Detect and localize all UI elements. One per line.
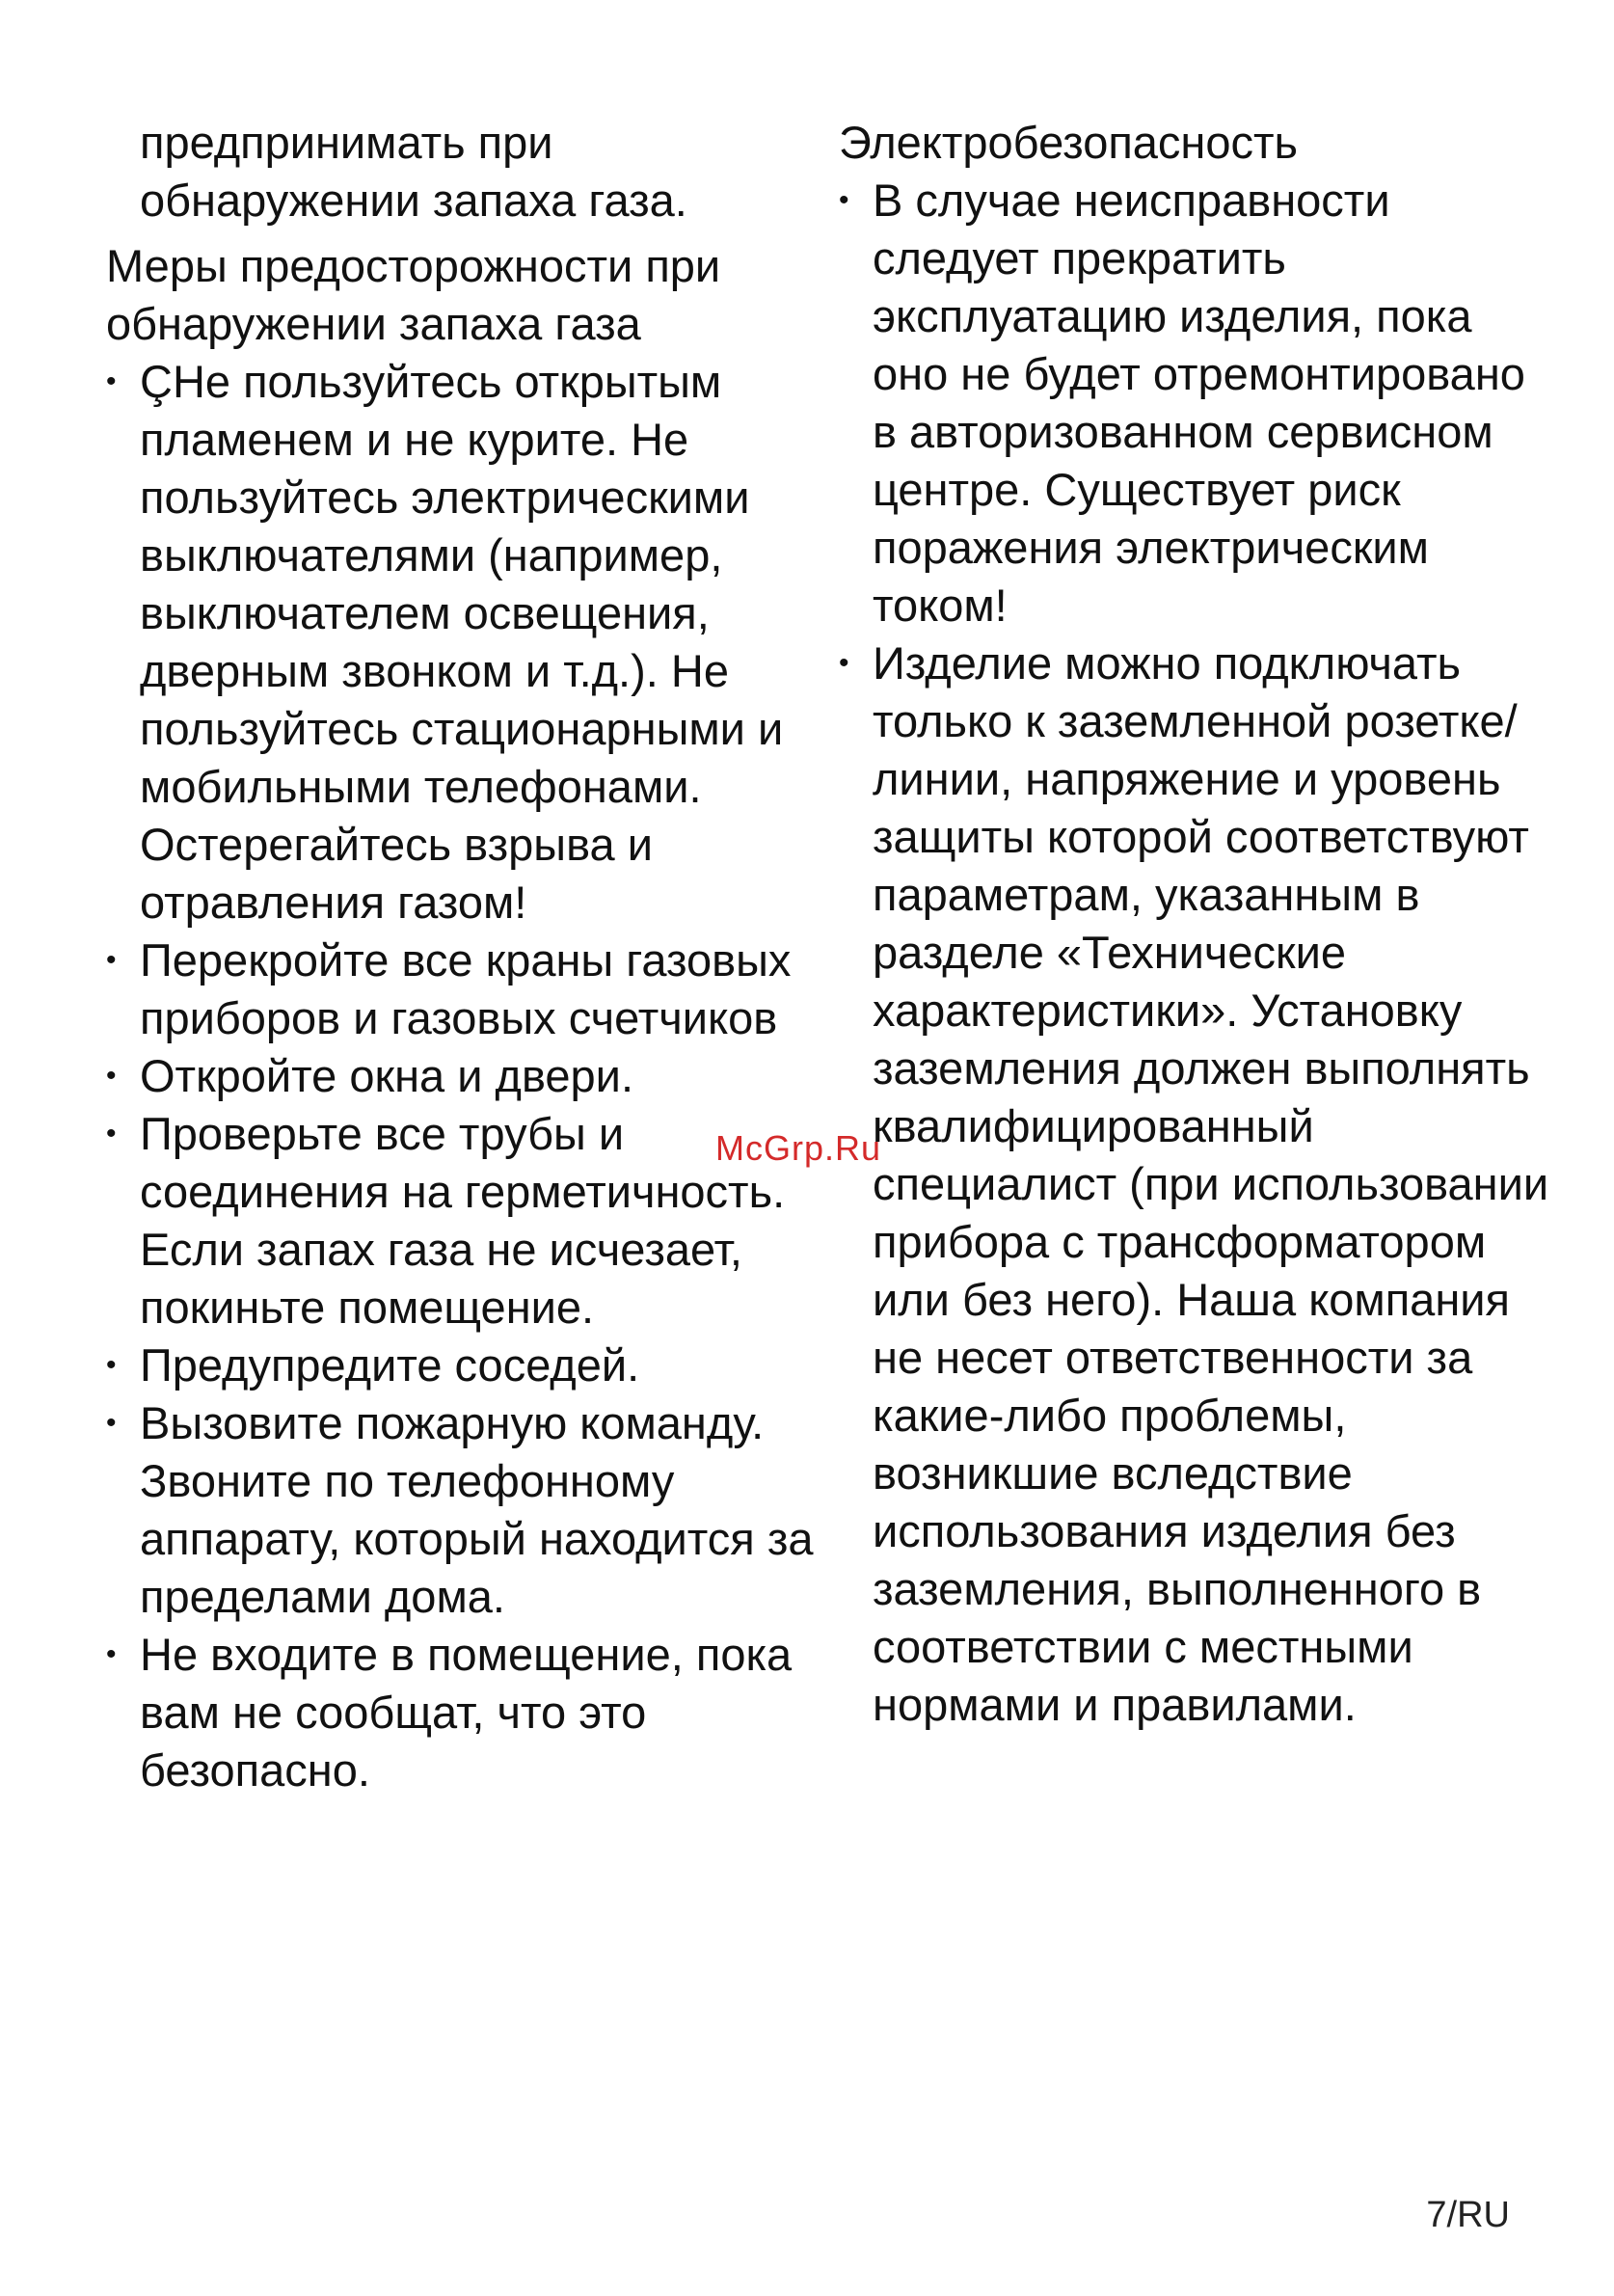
bullet-icon: • — [106, 1638, 117, 1670]
bullet-icon: • — [106, 1118, 117, 1149]
list-item-text: Проверьте все трубы и соединения на герметичность. Если запах газа не исчезает, покиньте помещение. — [140, 1108, 786, 1333]
bullet-icon: • — [106, 944, 117, 976]
list-item — [839, 635, 1552, 1734]
list-item-text: Вызовите пожарную команду. Звоните по телефонному аппарату, который находится за пределами дома. — [140, 1397, 814, 1622]
list-item-text: Перекройте все краны газовых приборов и газовых счетчиков — [140, 934, 792, 1043]
bullet-icon: • — [839, 647, 849, 679]
watermark: McGrp.Ru — [715, 1128, 882, 1168]
list-item — [839, 172, 1552, 635]
list-item — [106, 1394, 839, 1626]
bullet-icon: • — [106, 1060, 117, 1092]
list-item-text: Изделие можно подключать только к заземленной розетке/линии, напряжение и уровень защиты которой соответствуют параметрам, указанным в разделе «Технические характеристики». Установку заземления должен выполнять квалифицированный специалист (при использовании прибора с трансформатором или без него). Наша компания не несет ответственности за какие-либо проблемы, возникшие вследствие использования изделия без заземления, выполненного в соответствии с местными нормами и правилами. — [873, 637, 1549, 1730]
continuation-text: предпринимать при обнаружении запаха газа. — [140, 117, 687, 226]
list-item-text: Не входите в помещение, пока вам не сообщат, что это безопасно. — [140, 1629, 793, 1796]
bullet-icon: • — [106, 1349, 117, 1381]
gas-precautions-list — [106, 353, 839, 1799]
list-item-text: ÇНе пользуйтесь открытым пламенем и не курите. Не пользуйтесь электрическими выключателями (например, выключателем освещения, дверным звонком и т.д.). Не пользуйтесь стационарными и мобильными телефонами. Остерегайтесь взрыва и отравления газом! — [140, 356, 784, 928]
list-item — [106, 353, 839, 932]
list-item — [106, 932, 839, 1047]
list-item — [106, 1337, 839, 1394]
left-column — [106, 114, 839, 1799]
bullet-icon: • — [106, 1407, 117, 1439]
electrical-safety-list — [839, 172, 1552, 1734]
list-item-text: Откройте окна и двери. — [140, 1050, 633, 1101]
gas-smell-heading: Меры предосторожности при обнаружении запаха газа — [106, 240, 721, 349]
electrical-safety-heading: Электробезопасность — [839, 117, 1299, 168]
page-number: 7/RU — [1426, 2195, 1510, 2235]
list-item-text: Предупредите соседей. — [140, 1339, 640, 1391]
right-column — [839, 114, 1552, 1734]
list-item — [106, 1047, 839, 1105]
list-item — [106, 1626, 839, 1799]
bullet-icon: • — [106, 365, 117, 397]
bullet-icon: • — [839, 184, 849, 216]
list-item-text: В случае неисправности следует прекратить эксплуатацию изделия, пока оно не будет отремонтировано в авторизованном сервисном центре. Существует риск поражения электрическим током! — [873, 175, 1525, 631]
